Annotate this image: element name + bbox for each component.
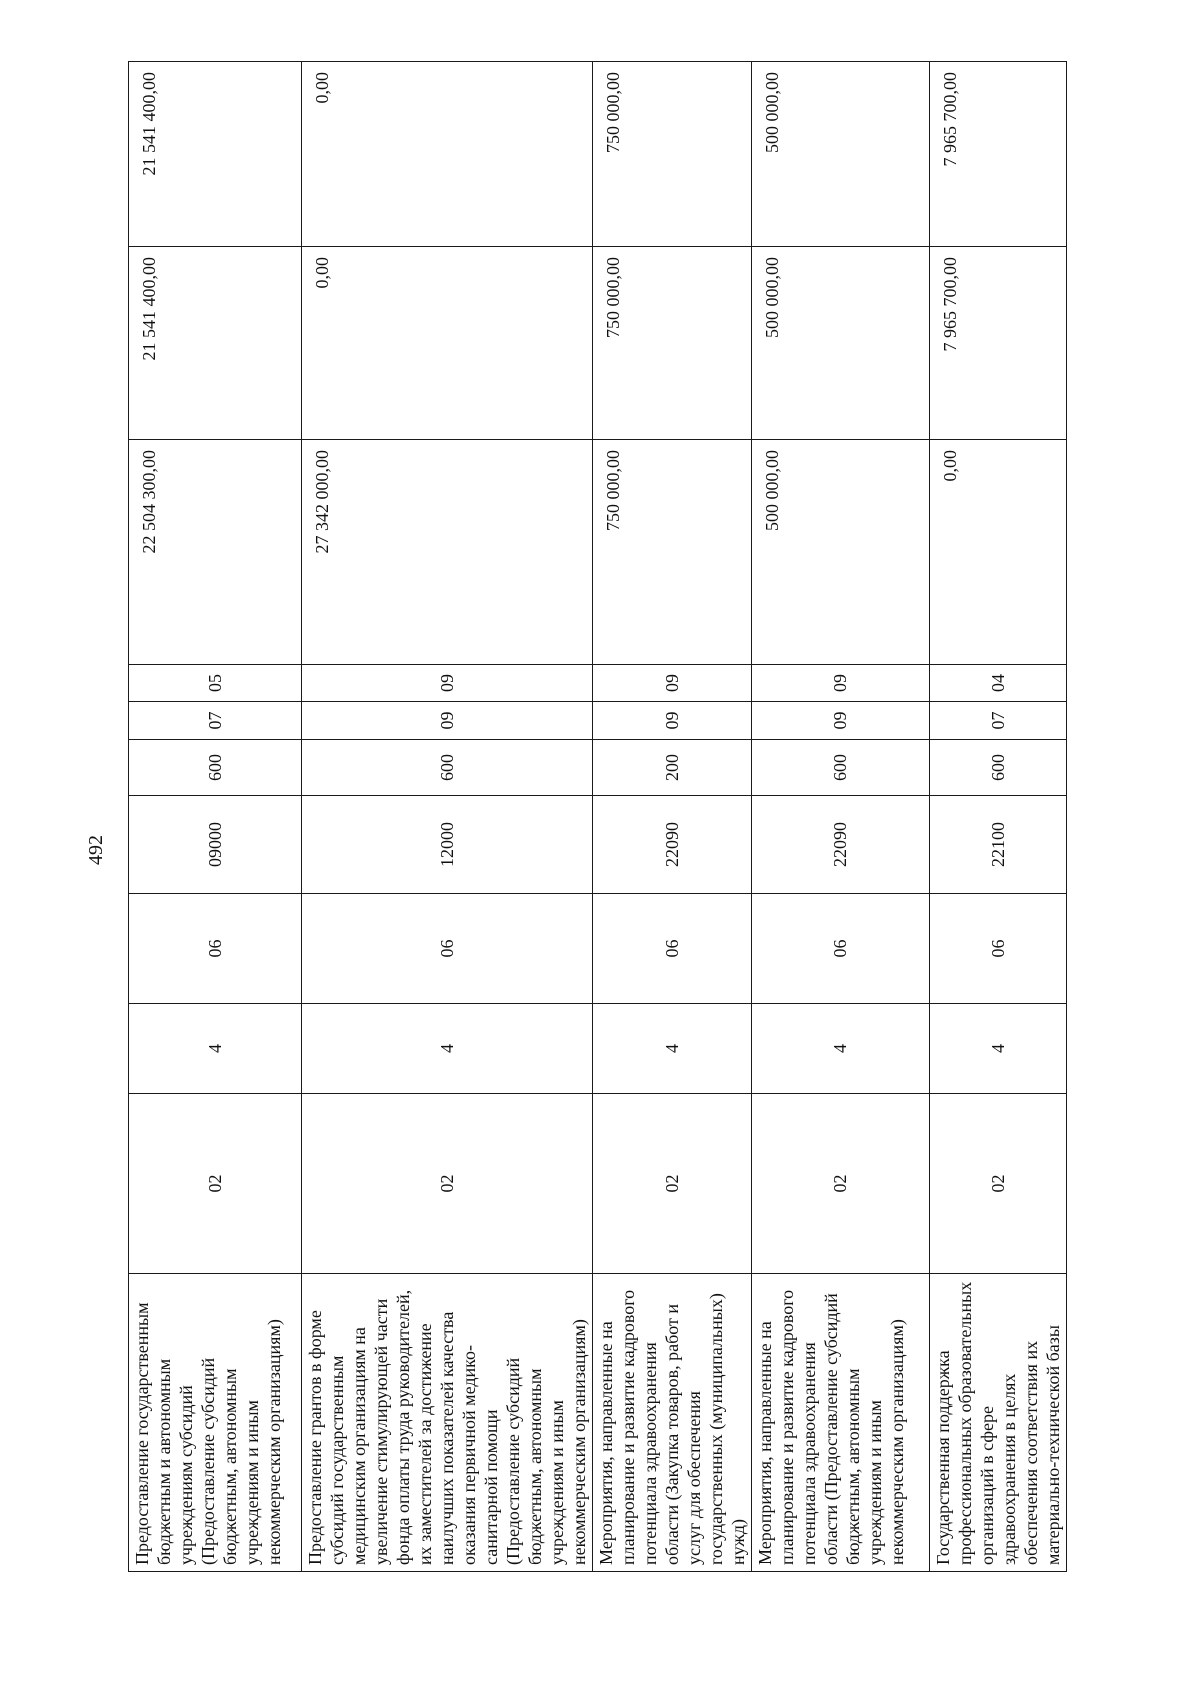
amount-2: 7 965 700,00 bbox=[930, 247, 1067, 440]
section-code: 09 bbox=[302, 702, 593, 740]
amount-1: 22 504 300,00 bbox=[129, 440, 302, 665]
subprogram-code: 4 bbox=[593, 1004, 752, 1094]
amount-3: 7 965 700,00 bbox=[930, 62, 1067, 247]
row-description: Предоставление грантов в форме субсидий государственным медицинским организациям на увеличение стимулирующей части фонда оплаты труда руководителей, их заместителей за достижение наилучших показателей качества оказания первичной медико-санитарной помощи (Предоставление субсидий бюджетным, автономным учреждениям и иным некоммерческим организациям) bbox=[302, 1274, 593, 1572]
expense-code: 22090 bbox=[752, 796, 930, 894]
direction-code: 06 bbox=[752, 894, 930, 1004]
direction-code: 06 bbox=[593, 894, 752, 1004]
program-code: 02 bbox=[302, 1094, 593, 1274]
row-description: Государственная поддержка профессиональных образовательных организаций в сфере здравоохранения в целях обеспечения соответствия их материально-технической базы bbox=[930, 1274, 1067, 1572]
table-row bbox=[302, 62, 593, 1572]
program-code: 02 bbox=[593, 1094, 752, 1274]
rotated-budget-table bbox=[128, 62, 1063, 1572]
expense-code: 22090 bbox=[593, 796, 752, 894]
expense-code: 09000 bbox=[129, 796, 302, 894]
expense-code: 22100 bbox=[930, 796, 1067, 894]
amount-3: 750 000,00 bbox=[593, 62, 752, 247]
program-code: 02 bbox=[752, 1094, 930, 1274]
expense-type-code: 600 bbox=[302, 740, 593, 796]
section-code: 09 bbox=[593, 702, 752, 740]
subsection-code: 09 bbox=[752, 665, 930, 702]
amount-1: 0,00 bbox=[930, 440, 1067, 665]
subsection-code: 09 bbox=[302, 665, 593, 702]
amount-2: 750 000,00 bbox=[593, 247, 752, 440]
program-code: 02 bbox=[129, 1094, 302, 1274]
budget-table bbox=[128, 61, 1067, 1572]
subprogram-code: 4 bbox=[930, 1004, 1067, 1094]
amount-2: 500 000,00 bbox=[752, 247, 930, 440]
amount-2: 0,00 bbox=[302, 247, 593, 440]
row-description: Мероприятия, направленные на планирование и развитие кадрового потенциала здравоохранения области (Предоставление субсидий бюджетным, автономным учреждениям и иным некоммерческим организациям) bbox=[752, 1274, 930, 1572]
subprogram-code: 4 bbox=[129, 1004, 302, 1094]
row-description: Предоставление государственным бюджетным и автономным учреждениям субсидий (Предоставление субсидий бюджетным, автономным учреждениям и иным некоммерческим организациям) bbox=[129, 1274, 302, 1572]
table-row bbox=[930, 62, 1067, 1572]
expense-type-code: 600 bbox=[930, 740, 1067, 796]
table-row bbox=[752, 62, 930, 1572]
expense-type-code: 600 bbox=[129, 740, 302, 796]
section-code: 07 bbox=[930, 702, 1067, 740]
program-code: 02 bbox=[930, 1094, 1067, 1274]
amount-1: 500 000,00 bbox=[752, 440, 930, 665]
subsection-code: 05 bbox=[129, 665, 302, 702]
table-row bbox=[129, 62, 302, 1572]
amount-3: 0,00 bbox=[302, 62, 593, 247]
subprogram-code: 4 bbox=[302, 1004, 593, 1094]
direction-code: 06 bbox=[129, 894, 302, 1004]
expense-type-code: 200 bbox=[593, 740, 752, 796]
subsection-code: 09 bbox=[593, 665, 752, 702]
amount-1: 750 000,00 bbox=[593, 440, 752, 665]
subsection-code: 04 bbox=[930, 665, 1067, 702]
amount-1: 27 342 000,00 bbox=[302, 440, 593, 665]
section-code: 09 bbox=[752, 702, 930, 740]
direction-code: 06 bbox=[930, 894, 1067, 1004]
amount-3: 21 541 400,00 bbox=[129, 62, 302, 247]
direction-code: 06 bbox=[302, 894, 593, 1004]
expense-type-code: 600 bbox=[752, 740, 930, 796]
amount-3: 500 000,00 bbox=[752, 62, 930, 247]
expense-code: 12000 bbox=[302, 796, 593, 894]
table-row bbox=[593, 62, 752, 1572]
section-code: 07 bbox=[129, 702, 302, 740]
row-description: Мероприятия, направленные на планирование и развитие кадрового потенциала здравоохранения области (Закупка товаров, работ и услуг для обеспечения государственных (муниципальных) нужд) bbox=[593, 1274, 752, 1572]
subprogram-code: 4 bbox=[752, 1004, 930, 1094]
amount-2: 21 541 400,00 bbox=[129, 247, 302, 440]
page-number: 492 bbox=[85, 835, 107, 865]
